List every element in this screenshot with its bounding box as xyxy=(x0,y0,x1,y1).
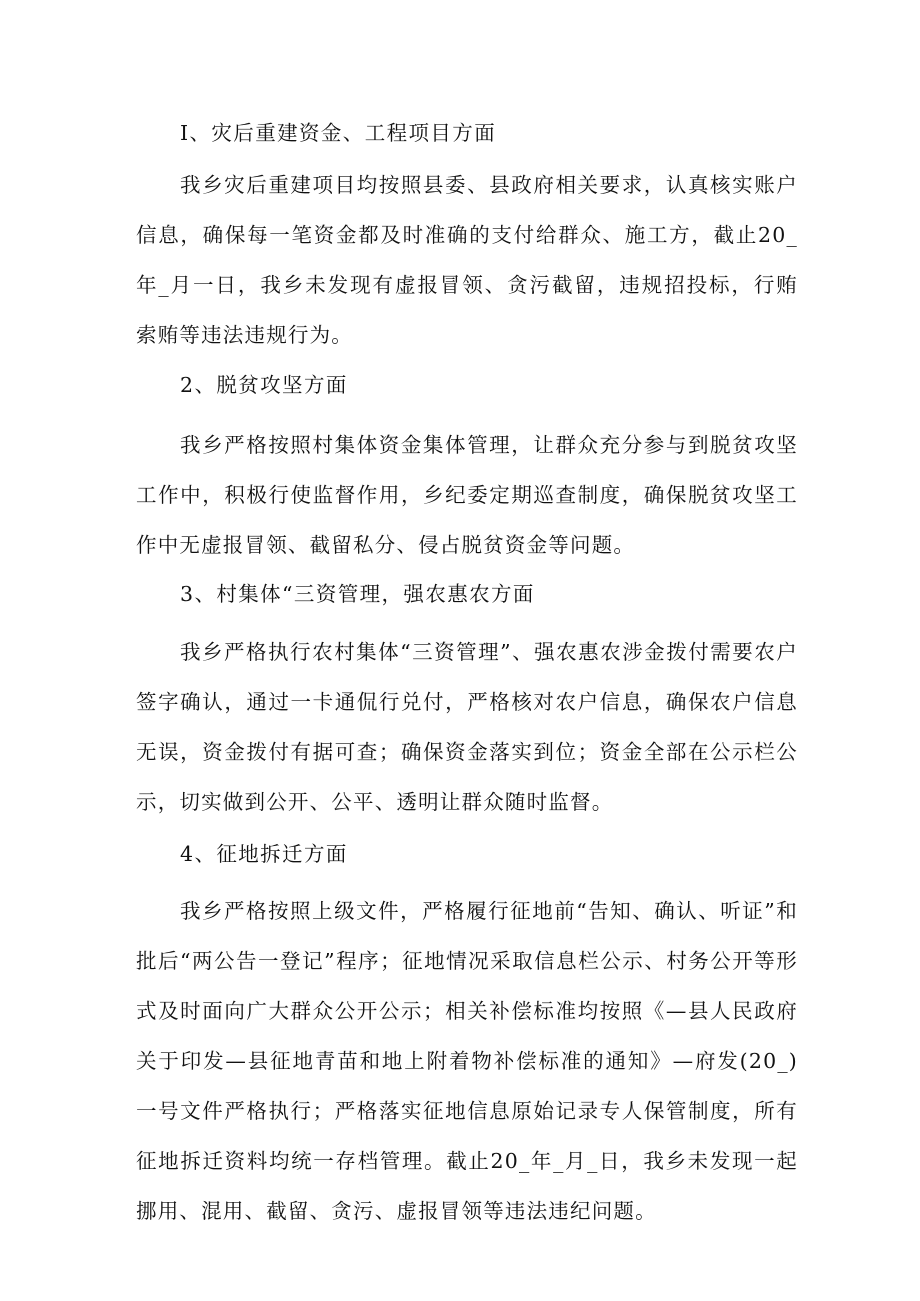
section-4-body: 我乡严格按照上级文件，严格履行征地前“告知、确认、听证”和批后“两公告一登记”程序；征地情况采取信息栏公示、村务公开等形式及时面向广大群众公开公示；相关补偿标准均按照《—县人民政府关于印发—县征地青苗和地上附着物补偿标准的通知》—府发(20_)一号文件严格执行；严格落实征地信息原始记录专人保管制度，所有征地拆迁资料均统一存档管理。截止20_年_月_日，我乡未发现一起挪用、混用、截留、贪污、虚报冒领等违法违纪问题。 xyxy=(136,899,798,1223)
section-2-heading: 2、脱贫攻坚方面 xyxy=(180,373,348,397)
section-2-body: 我乡严格按照村集体资金集体管理，让群众充分参与到脱贫攻坚工作中，积极行使监督作用，乡纪委定期巡查制度，确保脱贫攻坚工作中无虚报冒领、截留私分、侵占脱贫资金等问题。 xyxy=(136,433,798,557)
section-1-heading: I、灾后重建资金、工程项目方面 xyxy=(180,121,497,145)
section-3-heading: 3、村集体“三资管理，强农惠农方面 xyxy=(180,582,535,606)
section-1-body: 我乡灾后重建项目均按照县委、县政府相关要求，认真核实账户信息，确保每一笔资金都及时准确的支付给群众、施工方，截止20_年_月一日，我乡未发现有虚报冒领、贪污截留，违规招投标，行贿索贿等违法违规行为。 xyxy=(136,173,798,347)
section-4-heading: 4、征地拆迁方面 xyxy=(180,842,348,866)
section-3-body: 我乡严格执行农村集体“三资管理”、强农惠农涉金拨付需要农户签字确认，通过一卡通侃行兑付，严格核对农户信息，确保农户信息无误，资金拨付有据可查；确保资金落实到位；资金全部在公示栏公示，切实做到公开、公平、透明让群众随时监督。 xyxy=(136,640,798,814)
